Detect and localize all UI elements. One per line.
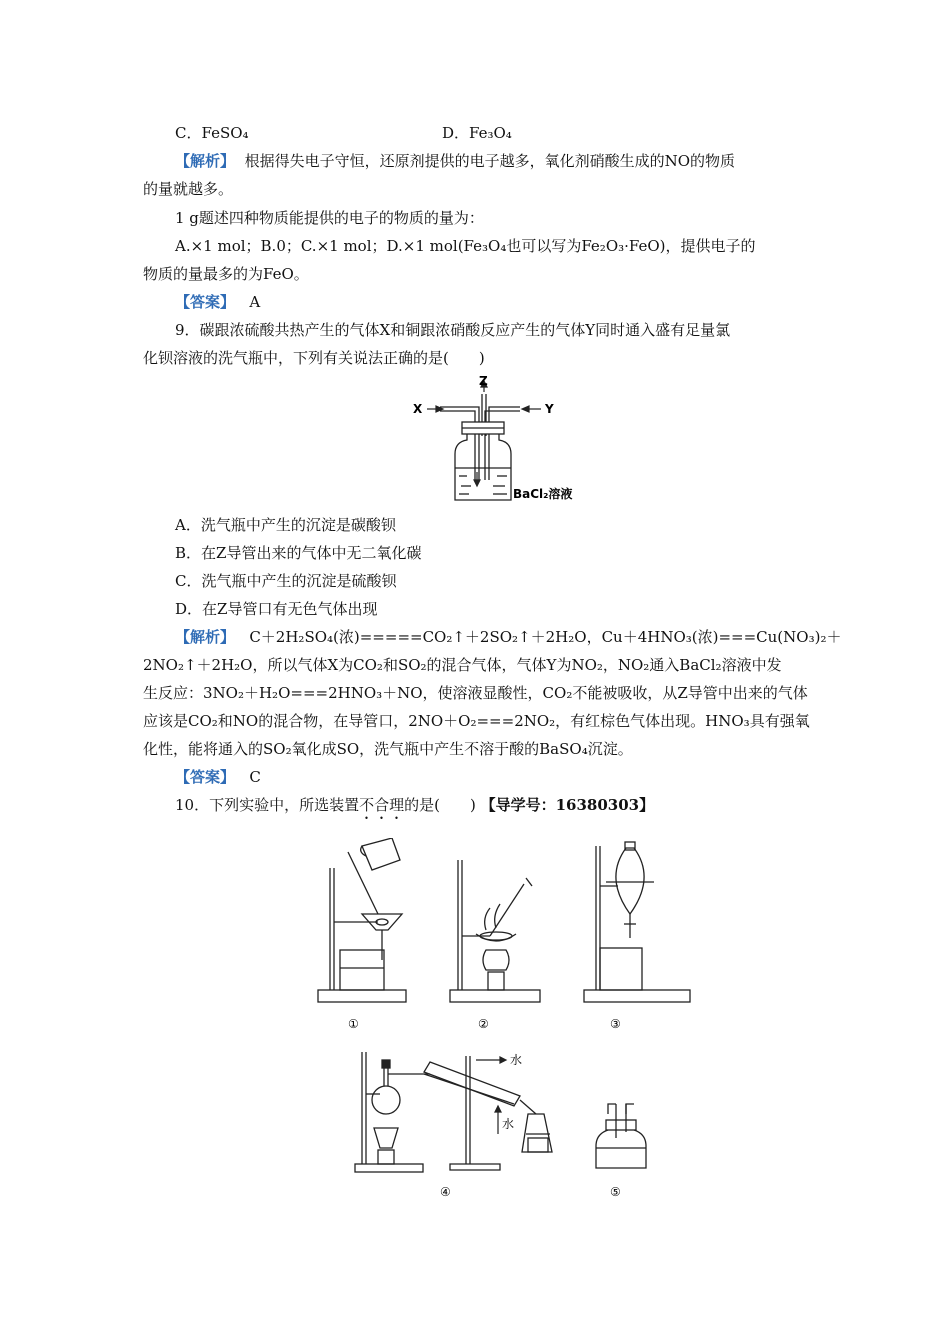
q8-option-d: D．Fe₃O₄ bbox=[442, 124, 512, 142]
q9-analysis-line5: 化性，能将通入的SO₂氧化成SO，洗气瓶中产生不溶于酸的BaSO₄沉淀。 bbox=[143, 740, 633, 758]
q9-stem-line1: 9．碳跟浓硫酸共热产生的气体X和铜跟浓硝酸反应产生的气体Y同时通入盛有足量氯 bbox=[175, 321, 731, 339]
q8-analysis-line4: A.×1 mol；B.0；C.×1 mol；D.×1 mol(Fe₃O₄也可以写为Fe₂O₃·FeO)，提供电子的 bbox=[175, 237, 756, 255]
q8-analysis-line5: 物质的量最多的为FeO。 bbox=[143, 265, 309, 283]
daoxue-number: 【导学号：16380303】 bbox=[480, 796, 655, 814]
q8-option-c: C．FeSO₄ bbox=[175, 124, 249, 142]
q9-analysis-text1: C＋2H₂SO₄(浓)=====CO₂↑＋2SO₂↑＋2H₂O，Cu＋4HNO₃(浓)===Cu(NO₃)₂＋ bbox=[249, 628, 842, 646]
q8-analysis-line2: 的量就越多。 bbox=[143, 180, 234, 198]
label-water-out: 水 bbox=[510, 1053, 523, 1067]
label-1: ① bbox=[348, 1017, 359, 1031]
answer-tag: 【答案】 bbox=[175, 768, 236, 786]
label-water-in: 水 bbox=[502, 1117, 515, 1131]
q9-answer-line bbox=[175, 766, 261, 788]
q10-stem-emphasis: 不合理 bbox=[359, 796, 405, 814]
label-z: Z bbox=[479, 376, 488, 388]
analysis-tag: 【解析】 bbox=[175, 628, 236, 646]
label-2: ② bbox=[478, 1017, 489, 1031]
q9-analysis-line3: 生反应：3NO₂＋H₂O===2HNO₃＋NO，使溶液显酸性，CO₂不能被吸收，从Z导管中出来的气体 bbox=[143, 684, 808, 702]
q9-analysis-line1 bbox=[175, 626, 841, 648]
label-bacl2-solution: BaCl₂溶液 bbox=[513, 487, 573, 501]
q9-option-b: B．在Z导管出来的气体中无二氧化碳 bbox=[175, 544, 422, 562]
label-3: ③ bbox=[610, 1017, 621, 1031]
q9-analysis-line2: 2NO₂↑＋2H₂O，所以气体X为CO₂和SO₂的混合气体，气体Y为NO₂，NO₂通入BaCl₂溶液中发 bbox=[143, 656, 782, 674]
q9-analysis-line4: 应该是CO₂和NO的混合物，在导管口，2NO＋O₂===2NO₂，有红棕色气体出现。HNO₃具有强氧 bbox=[143, 712, 810, 730]
q8-answer: A bbox=[249, 293, 261, 311]
q8-analysis-line3: 1 g题述四种物质能提供的电子的物质的量为： bbox=[175, 209, 484, 227]
q10-stem-b: 的是( ) bbox=[404, 796, 476, 814]
apparatus-figures bbox=[300, 838, 700, 1208]
gas-washing-bottle-figure bbox=[405, 376, 585, 508]
label-y: Y bbox=[545, 402, 554, 416]
label-4: ④ bbox=[440, 1185, 451, 1199]
q10-stem-a: 10．下列实验中，所选装置 bbox=[175, 796, 360, 814]
answer-tag: 【答案】 bbox=[175, 293, 236, 311]
q8-analysis-line1 bbox=[175, 150, 735, 172]
q9-option-c: C．洗气瓶中产生的沉淀是硫酸钡 bbox=[175, 572, 397, 590]
q8-analysis-text: 根据得失电子守恒，还原剂提供的电子越多，氧化剂硝酸生成的NO的物质 bbox=[244, 152, 735, 170]
label-x: X bbox=[413, 402, 423, 416]
q9-option-d: D．在Z导管口有无色气体出现 bbox=[175, 600, 378, 618]
analysis-tag: 【解析】 bbox=[175, 152, 236, 170]
label-5: ⑤ bbox=[610, 1185, 621, 1199]
q9-answer: C bbox=[249, 768, 261, 786]
q9-stem-line2: 化钡溶液的洗气瓶中，下列有关说法正确的是( ) bbox=[143, 349, 485, 367]
q8-answer-line bbox=[175, 291, 260, 313]
q9-option-a: A．洗气瓶中产生的沉淀是碳酸钡 bbox=[175, 516, 396, 534]
q10-stem bbox=[175, 794, 654, 823]
